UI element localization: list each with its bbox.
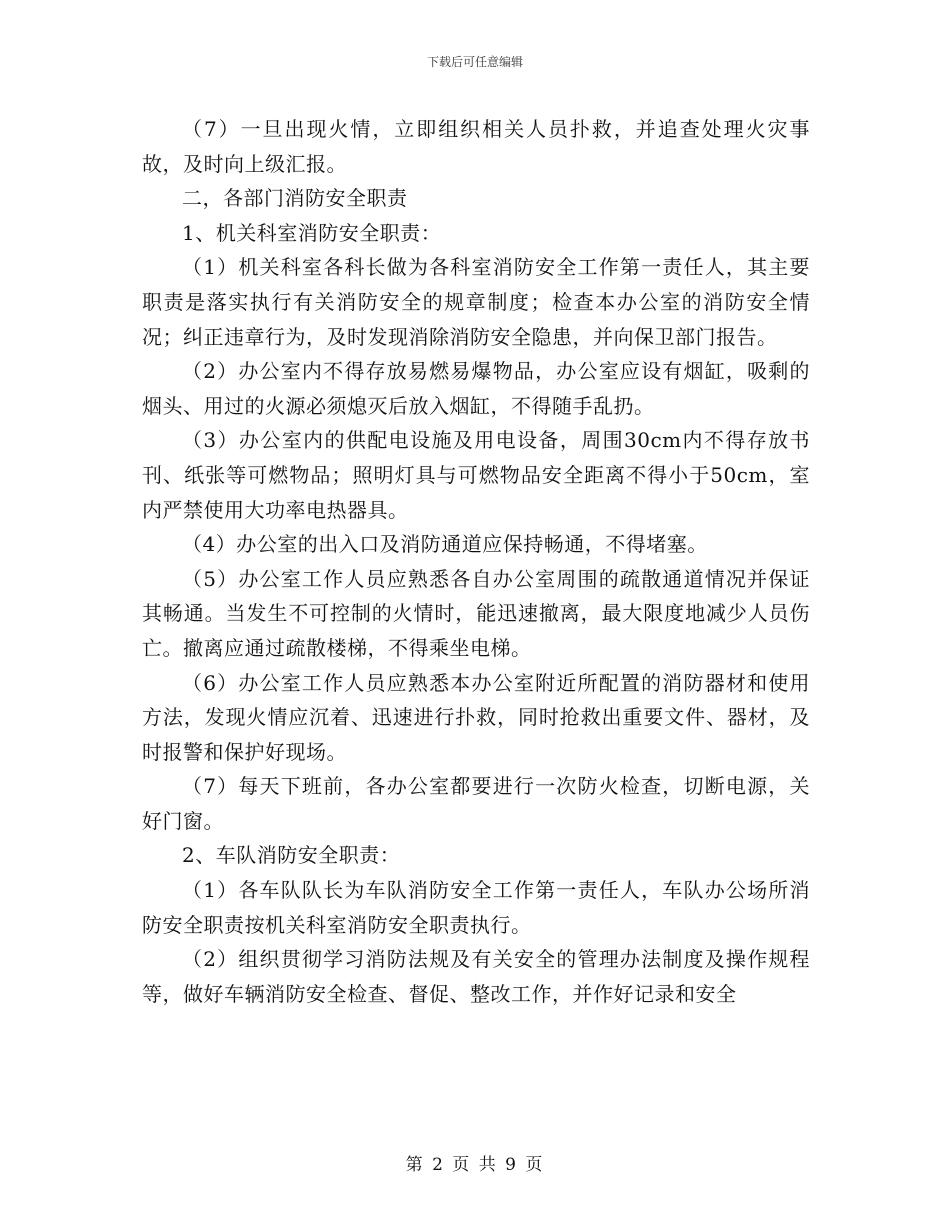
paragraph-office-6: （6）办公室工作人员应熟悉本办公室附近所配置的消防器材和使用方法，发现火情应沉着、迅速进行扑救，同时抢救出重要文件、器材，及时报警和保护好现场。	[142, 670, 810, 764]
document-body	[142, 112, 810, 1011]
page-footer	[0, 1154, 950, 1176]
section-heading-departments: 二，各部门消防安全职责	[182, 186, 408, 211]
subsection-heading-offices: 1、机关科室消防安全职责：	[182, 220, 442, 245]
paragraph-office-7: （7）每天下班前，各办公室都要进行一次防火检查，切断电源，关好门窗。	[142, 774, 810, 833]
paragraph-fleet-2: （2）组织贯彻学习消防法规及有关安全的管理办法制度及操作规程等，做好车辆消防安全检查、督促、整改工作，并作好记录和安全	[142, 947, 810, 1006]
footer-prefix: 第	[405, 1155, 425, 1175]
paragraph-1: （7）一旦出现火情，立即组织相关人员扑救，并追查处理火灾事故，及时向上级汇报。	[142, 117, 810, 176]
footer-total-pages: 9	[505, 1155, 518, 1175]
footer-middle: 页 共	[452, 1155, 498, 1175]
paragraph-office-5: （5）办公室工作人员应熟悉各自办公室周围的疏散通道情况并保证其畅通。当发生不可控制的火情时，能迅速撤离，最大限度地减少人员伤亡。撤离应通过疏散楼梯，不得乘坐电梯。	[142, 566, 810, 660]
header-note: 下载后可任意编辑	[426, 55, 523, 69]
paragraph-office-3: （3）办公室内的供配电设施及用电设备，周围30cm内不得存放书刊、纸张等可燃物品；照明灯具与可燃物品安全距离不得小于50cm，室内严禁使用大功率电热器具。	[142, 428, 810, 522]
footer-current-page: 2	[432, 1155, 445, 1175]
paragraph-office-4: （4）办公室的出入口及消防通道应保持畅通，不得堵塞。	[182, 532, 708, 557]
paragraph-fleet-1: （1）各车队队长为车队消防安全工作第一责任人，车队办公场所消防安全职责按机关科室消防安全职责执行。	[142, 878, 810, 937]
paragraph-office-1: （1）机关科室各科长做为各科室消防安全工作第一责任人，其主要职责是落实执行有关消防安全的规章制度；检查本办公室的消防安全情况；纠正违章行为，及时发现消除消防安全隐患，并向保卫部门报告。	[142, 255, 810, 349]
footer-suffix: 页	[525, 1155, 545, 1175]
paragraph-office-2: （2）办公室内不得存放易燃易爆物品，办公室应设有烟缸，吸剩的烟头、用过的火源必须熄灭后放入烟缸，不得随手乱扔。	[142, 359, 810, 418]
subsection-heading-fleet: 2、车队消防安全职责：	[182, 843, 401, 868]
